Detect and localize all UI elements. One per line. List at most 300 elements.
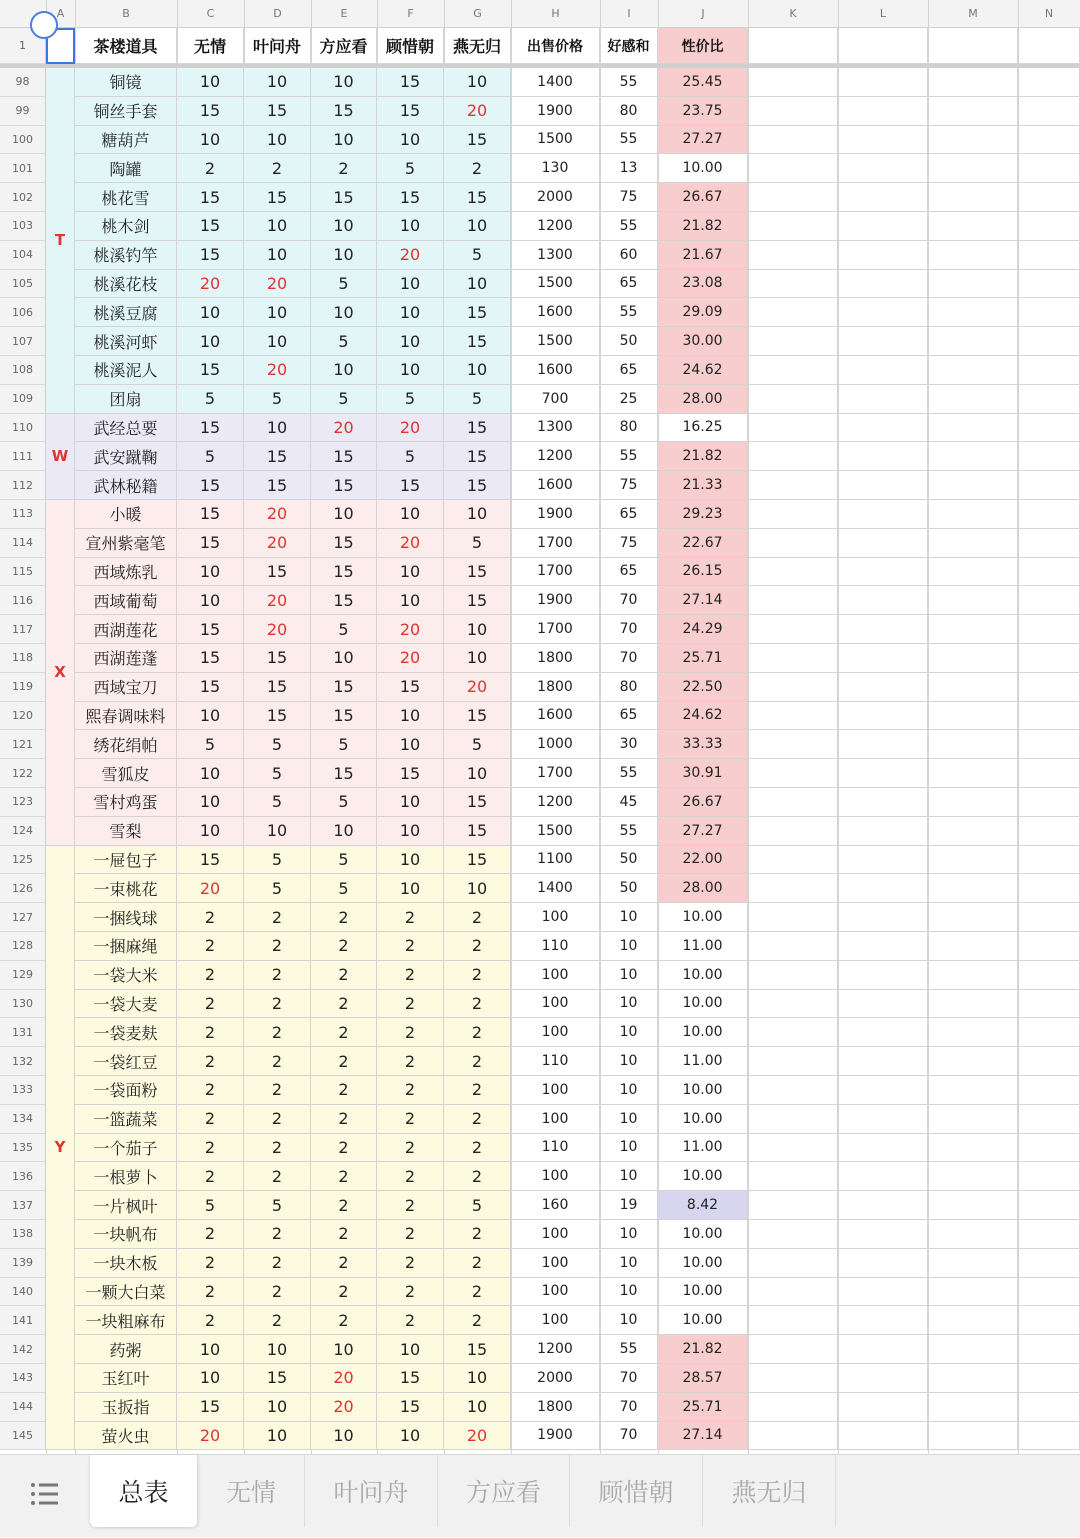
affinity-cell-c[interactable]: 2 bbox=[177, 903, 244, 932]
price-cell[interactable]: 1900 bbox=[511, 586, 600, 615]
ratio-cell[interactable]: 23.08 bbox=[658, 270, 748, 299]
affinity-cell-e[interactable]: 2 bbox=[311, 1306, 377, 1335]
ratio-cell[interactable]: 10.00 bbox=[658, 1278, 748, 1307]
row-header[interactable]: 114 bbox=[0, 529, 46, 558]
column-header-c[interactable]: C bbox=[177, 0, 244, 28]
affinity-cell-c[interactable]: 15 bbox=[177, 414, 244, 443]
affinity-cell-f[interactable]: 5 bbox=[377, 442, 444, 471]
empty-cell[interactable] bbox=[1018, 932, 1080, 961]
affinity-cell-d[interactable]: 15 bbox=[244, 471, 311, 500]
price-cell[interactable]: 1300 bbox=[511, 414, 600, 443]
favor-cell[interactable]: 55 bbox=[600, 298, 658, 327]
affinity-cell-g[interactable]: 2 bbox=[444, 1220, 511, 1249]
affinity-cell-f[interactable]: 10 bbox=[377, 212, 444, 241]
affinity-cell-f[interactable]: 10 bbox=[377, 327, 444, 356]
affinity-cell-d[interactable]: 10 bbox=[244, 1335, 311, 1364]
item-name-cell[interactable]: 一篮蔬菜 bbox=[75, 1105, 177, 1134]
favor-cell[interactable]: 70 bbox=[600, 615, 658, 644]
affinity-cell-g[interactable]: 15 bbox=[444, 558, 511, 587]
price-cell[interactable]: 100 bbox=[511, 990, 600, 1019]
row-header[interactable]: 101 bbox=[0, 154, 46, 183]
sheet-tab-3[interactable]: 叶问舟 bbox=[305, 1455, 438, 1527]
favor-cell[interactable]: 75 bbox=[600, 183, 658, 212]
empty-cell[interactable] bbox=[748, 730, 838, 759]
affinity-cell-c[interactable]: 2 bbox=[177, 1076, 244, 1105]
affinity-cell-f[interactable]: 2 bbox=[377, 903, 444, 932]
empty-cell[interactable] bbox=[928, 817, 1018, 846]
empty-cell[interactable] bbox=[1018, 414, 1080, 443]
item-name-cell[interactable]: 桃溪钓竿 bbox=[75, 241, 177, 270]
ratio-cell[interactable]: 26.67 bbox=[658, 788, 748, 817]
ratio-cell[interactable]: 21.82 bbox=[658, 442, 748, 471]
affinity-cell-g[interactable]: 2 bbox=[444, 1162, 511, 1191]
row-header[interactable]: 123 bbox=[0, 788, 46, 817]
affinity-cell-d[interactable]: 2 bbox=[244, 1047, 311, 1076]
favor-cell[interactable]: 70 bbox=[600, 586, 658, 615]
favor-cell[interactable]: 80 bbox=[600, 414, 658, 443]
affinity-cell-f[interactable]: 2 bbox=[377, 961, 444, 990]
empty-cell[interactable] bbox=[748, 126, 838, 155]
empty-cell[interactable] bbox=[928, 327, 1018, 356]
affinity-cell-d[interactable]: 2 bbox=[244, 1220, 311, 1249]
affinity-cell-e[interactable]: 2 bbox=[311, 990, 377, 1019]
affinity-cell-e[interactable]: 10 bbox=[311, 356, 377, 385]
empty-cell[interactable] bbox=[838, 1364, 928, 1393]
favor-cell[interactable]: 55 bbox=[600, 68, 658, 97]
row-header[interactable]: 131 bbox=[0, 1018, 46, 1047]
sheet-tab-6[interactable]: 燕无归 bbox=[703, 1455, 836, 1527]
affinity-cell-f[interactable]: 5 bbox=[377, 385, 444, 414]
empty-cell[interactable] bbox=[928, 471, 1018, 500]
affinity-cell-e[interactable]: 2 bbox=[311, 1162, 377, 1191]
empty-cell[interactable] bbox=[748, 759, 838, 788]
affinity-cell-f[interactable]: 2 bbox=[377, 932, 444, 961]
empty-cell[interactable] bbox=[1018, 702, 1080, 731]
empty-cell[interactable] bbox=[748, 903, 838, 932]
affinity-cell-g[interactable]: 15 bbox=[444, 817, 511, 846]
empty-cell[interactable] bbox=[1018, 442, 1080, 471]
affinity-cell-g[interactable]: 15 bbox=[444, 327, 511, 356]
affinity-cell-e[interactable]: 10 bbox=[311, 212, 377, 241]
affinity-cell-e[interactable]: 10 bbox=[311, 644, 377, 673]
empty-cell[interactable] bbox=[928, 1422, 1018, 1451]
affinity-cell-f[interactable]: 10 bbox=[377, 586, 444, 615]
favor-cell[interactable]: 30 bbox=[600, 730, 658, 759]
empty-cell[interactable] bbox=[838, 990, 928, 1019]
empty-cell[interactable] bbox=[1018, 644, 1080, 673]
affinity-cell-c[interactable]: 2 bbox=[177, 1220, 244, 1249]
item-name-cell[interactable]: 一袋麦麸 bbox=[75, 1018, 177, 1047]
price-cell[interactable]: 1200 bbox=[511, 788, 600, 817]
empty-cell[interactable] bbox=[928, 874, 1018, 903]
price-cell[interactable]: 110 bbox=[511, 932, 600, 961]
price-cell[interactable]: 100 bbox=[511, 1076, 600, 1105]
item-name-cell[interactable]: 绣花绢帕 bbox=[75, 730, 177, 759]
affinity-cell-f[interactable]: 15 bbox=[377, 759, 444, 788]
ratio-cell[interactable]: 22.00 bbox=[658, 846, 748, 875]
row-header[interactable]: 121 bbox=[0, 730, 46, 759]
empty-cell[interactable] bbox=[748, 990, 838, 1019]
empty-cell[interactable] bbox=[838, 846, 928, 875]
empty-cell[interactable] bbox=[928, 298, 1018, 327]
empty-header-cell[interactable] bbox=[928, 28, 1018, 64]
affinity-cell-e[interactable]: 10 bbox=[311, 1335, 377, 1364]
affinity-cell-g[interactable]: 10 bbox=[444, 68, 511, 97]
favor-cell[interactable]: 65 bbox=[600, 270, 658, 299]
price-cell[interactable]: 1900 bbox=[511, 1422, 600, 1451]
affinity-cell-e[interactable]: 2 bbox=[311, 1220, 377, 1249]
affinity-cell-f[interactable]: 10 bbox=[377, 356, 444, 385]
affinity-cell-c[interactable]: 2 bbox=[177, 1134, 244, 1163]
affinity-cell-d[interactable]: 15 bbox=[244, 1364, 311, 1393]
affinity-cell-g[interactable]: 5 bbox=[444, 730, 511, 759]
price-cell[interactable]: 1600 bbox=[511, 298, 600, 327]
empty-cell[interactable] bbox=[838, 817, 928, 846]
group-label-y[interactable]: Y bbox=[46, 846, 75, 1451]
ratio-cell[interactable]: 29.09 bbox=[658, 298, 748, 327]
affinity-cell-d[interactable]: 5 bbox=[244, 874, 311, 903]
affinity-cell-g[interactable]: 10 bbox=[444, 1364, 511, 1393]
price-cell[interactable]: 1100 bbox=[511, 846, 600, 875]
ratio-cell[interactable]: 21.82 bbox=[658, 1335, 748, 1364]
sheets-menu-button[interactable] bbox=[0, 1455, 90, 1538]
affinity-cell-f[interactable]: 10 bbox=[377, 558, 444, 587]
row-header[interactable]: 137 bbox=[0, 1191, 46, 1220]
sheet-tab-1[interactable]: 总表 bbox=[90, 1455, 198, 1527]
affinity-cell-g[interactable]: 15 bbox=[444, 183, 511, 212]
affinity-cell-d[interactable]: 10 bbox=[244, 212, 311, 241]
empty-cell[interactable] bbox=[1018, 97, 1080, 126]
empty-cell[interactable] bbox=[838, 356, 928, 385]
affinity-cell-c[interactable]: 15 bbox=[177, 97, 244, 126]
price-cell[interactable]: 1700 bbox=[511, 529, 600, 558]
favor-cell[interactable]: 10 bbox=[600, 1105, 658, 1134]
item-name-cell[interactable]: 武经总要 bbox=[75, 414, 177, 443]
favor-cell[interactable]: 19 bbox=[600, 1191, 658, 1220]
affinity-cell-d[interactable]: 2 bbox=[244, 990, 311, 1019]
header-cell-4[interactable]: 方应看 bbox=[311, 28, 377, 64]
affinity-cell-e[interactable]: 2 bbox=[311, 1076, 377, 1105]
row-header[interactable]: 109 bbox=[0, 385, 46, 414]
empty-cell[interactable] bbox=[838, 471, 928, 500]
affinity-cell-e[interactable]: 2 bbox=[311, 1278, 377, 1307]
affinity-cell-c[interactable]: 5 bbox=[177, 730, 244, 759]
row-header[interactable]: 143 bbox=[0, 1364, 46, 1393]
affinity-cell-e[interactable]: 2 bbox=[311, 1105, 377, 1134]
item-name-cell[interactable]: 一块粗麻布 bbox=[75, 1306, 177, 1335]
affinity-cell-e[interactable]: 2 bbox=[311, 1134, 377, 1163]
price-cell[interactable]: 1000 bbox=[511, 730, 600, 759]
column-header-l[interactable]: L bbox=[838, 0, 928, 28]
item-name-cell[interactable]: 药粥 bbox=[75, 1335, 177, 1364]
item-name-cell[interactable]: 小暖 bbox=[75, 500, 177, 529]
column-header-i[interactable]: I bbox=[600, 0, 658, 28]
affinity-cell-d[interactable]: 5 bbox=[244, 1191, 311, 1220]
ratio-cell[interactable]: 30.00 bbox=[658, 327, 748, 356]
ratio-cell[interactable]: 27.14 bbox=[658, 1422, 748, 1451]
row-header[interactable]: 142 bbox=[0, 1335, 46, 1364]
affinity-cell-f[interactable]: 10 bbox=[377, 500, 444, 529]
empty-cell[interactable] bbox=[928, 961, 1018, 990]
item-name-cell[interactable]: 一袋大麦 bbox=[75, 990, 177, 1019]
ratio-cell[interactable]: 21.33 bbox=[658, 471, 748, 500]
empty-cell[interactable] bbox=[838, 586, 928, 615]
item-name-cell[interactable]: 桃溪花枝 bbox=[75, 270, 177, 299]
item-name-cell[interactable]: 糖葫芦 bbox=[75, 126, 177, 155]
price-cell[interactable]: 1900 bbox=[511, 97, 600, 126]
empty-cell[interactable] bbox=[1018, 1364, 1080, 1393]
empty-cell[interactable] bbox=[1018, 241, 1080, 270]
row-header[interactable]: 105 bbox=[0, 270, 46, 299]
row-header[interactable]: 120 bbox=[0, 702, 46, 731]
affinity-cell-e[interactable]: 15 bbox=[311, 442, 377, 471]
item-name-cell[interactable]: 一捆麻绳 bbox=[75, 932, 177, 961]
affinity-cell-c[interactable]: 10 bbox=[177, 68, 244, 97]
affinity-cell-c[interactable]: 10 bbox=[177, 126, 244, 155]
empty-cell[interactable] bbox=[1018, 1335, 1080, 1364]
affinity-cell-f[interactable]: 15 bbox=[377, 68, 444, 97]
affinity-cell-c[interactable]: 10 bbox=[177, 1335, 244, 1364]
favor-cell[interactable]: 55 bbox=[600, 126, 658, 155]
header-cell-8[interactable]: 好感和 bbox=[600, 28, 658, 64]
affinity-cell-f[interactable]: 2 bbox=[377, 1047, 444, 1076]
favor-cell[interactable]: 10 bbox=[600, 903, 658, 932]
affinity-cell-c[interactable]: 2 bbox=[177, 154, 244, 183]
affinity-cell-e[interactable]: 15 bbox=[311, 183, 377, 212]
affinity-cell-g[interactable]: 2 bbox=[444, 1306, 511, 1335]
row-header[interactable]: 110 bbox=[0, 414, 46, 443]
empty-cell[interactable] bbox=[748, 673, 838, 702]
empty-cell[interactable] bbox=[928, 846, 1018, 875]
empty-cell[interactable] bbox=[928, 1047, 1018, 1076]
empty-cell[interactable] bbox=[838, 298, 928, 327]
empty-cell[interactable] bbox=[928, 1278, 1018, 1307]
affinity-cell-d[interactable]: 15 bbox=[244, 97, 311, 126]
empty-cell[interactable] bbox=[748, 1364, 838, 1393]
affinity-cell-g[interactable]: 10 bbox=[444, 270, 511, 299]
favor-cell[interactable]: 10 bbox=[600, 961, 658, 990]
affinity-cell-d[interactable]: 2 bbox=[244, 1306, 311, 1335]
empty-cell[interactable] bbox=[1018, 126, 1080, 155]
favor-cell[interactable]: 10 bbox=[600, 1306, 658, 1335]
item-name-cell[interactable]: 西湖莲花 bbox=[75, 615, 177, 644]
empty-cell[interactable] bbox=[928, 97, 1018, 126]
empty-cell[interactable] bbox=[928, 1220, 1018, 1249]
favor-cell[interactable]: 65 bbox=[600, 702, 658, 731]
favor-cell[interactable]: 10 bbox=[600, 1220, 658, 1249]
ratio-cell[interactable]: 30.91 bbox=[658, 759, 748, 788]
empty-cell[interactable] bbox=[748, 1018, 838, 1047]
empty-cell[interactable] bbox=[928, 1162, 1018, 1191]
price-cell[interactable]: 110 bbox=[511, 1047, 600, 1076]
row-header[interactable]: 118 bbox=[0, 644, 46, 673]
empty-cell[interactable] bbox=[838, 1047, 928, 1076]
empty-cell[interactable] bbox=[928, 673, 1018, 702]
affinity-cell-d[interactable]: 2 bbox=[244, 1162, 311, 1191]
item-name-cell[interactable]: 桃溪泥人 bbox=[75, 356, 177, 385]
affinity-cell-c[interactable]: 15 bbox=[177, 615, 244, 644]
empty-cell[interactable] bbox=[838, 1191, 928, 1220]
empty-cell[interactable] bbox=[1018, 874, 1080, 903]
empty-cell[interactable] bbox=[838, 759, 928, 788]
empty-cell[interactable] bbox=[838, 1134, 928, 1163]
empty-cell[interactable] bbox=[1018, 586, 1080, 615]
price-cell[interactable]: 1400 bbox=[511, 68, 600, 97]
price-cell[interactable]: 100 bbox=[511, 1278, 600, 1307]
empty-cell[interactable] bbox=[928, 702, 1018, 731]
header-cell-7[interactable]: 出售价格 bbox=[511, 28, 600, 64]
affinity-cell-f[interactable]: 10 bbox=[377, 730, 444, 759]
item-name-cell[interactable]: 团扇 bbox=[75, 385, 177, 414]
affinity-cell-e[interactable]: 20 bbox=[311, 1364, 377, 1393]
affinity-cell-d[interactable]: 2 bbox=[244, 1249, 311, 1278]
affinity-cell-c[interactable]: 5 bbox=[177, 385, 244, 414]
favor-cell[interactable]: 75 bbox=[600, 529, 658, 558]
row-header[interactable]: 116 bbox=[0, 586, 46, 615]
empty-cell[interactable] bbox=[838, 615, 928, 644]
empty-cell[interactable] bbox=[928, 644, 1018, 673]
affinity-cell-d[interactable]: 20 bbox=[244, 500, 311, 529]
empty-cell[interactable] bbox=[928, 558, 1018, 587]
empty-cell[interactable] bbox=[1018, 961, 1080, 990]
empty-cell[interactable] bbox=[838, 212, 928, 241]
affinity-cell-f[interactable]: 2 bbox=[377, 1134, 444, 1163]
header-cell-3[interactable]: 叶问舟 bbox=[244, 28, 311, 64]
affinity-cell-d[interactable]: 2 bbox=[244, 1105, 311, 1134]
affinity-cell-d[interactable]: 5 bbox=[244, 759, 311, 788]
empty-header-cell[interactable] bbox=[1018, 28, 1080, 64]
row-header[interactable]: 136 bbox=[0, 1162, 46, 1191]
empty-cell[interactable] bbox=[1018, 68, 1080, 97]
empty-cell[interactable] bbox=[1018, 1076, 1080, 1105]
affinity-cell-g[interactable]: 10 bbox=[444, 1393, 511, 1422]
empty-cell[interactable] bbox=[928, 500, 1018, 529]
affinity-cell-g[interactable]: 2 bbox=[444, 961, 511, 990]
ratio-cell[interactable]: 11.00 bbox=[658, 1047, 748, 1076]
affinity-cell-c[interactable]: 20 bbox=[177, 270, 244, 299]
empty-cell[interactable] bbox=[748, 932, 838, 961]
affinity-cell-c[interactable]: 2 bbox=[177, 1105, 244, 1134]
favor-cell[interactable]: 55 bbox=[600, 442, 658, 471]
ratio-cell[interactable]: 10.00 bbox=[658, 1162, 748, 1191]
empty-cell[interactable] bbox=[838, 702, 928, 731]
affinity-cell-c[interactable]: 15 bbox=[177, 241, 244, 270]
affinity-cell-g[interactable]: 15 bbox=[444, 471, 511, 500]
affinity-cell-f[interactable]: 2 bbox=[377, 1162, 444, 1191]
ratio-cell[interactable]: 24.62 bbox=[658, 702, 748, 731]
empty-cell[interactable] bbox=[838, 1076, 928, 1105]
empty-cell[interactable] bbox=[748, 874, 838, 903]
affinity-cell-d[interactable]: 10 bbox=[244, 1422, 311, 1451]
affinity-cell-c[interactable]: 15 bbox=[177, 1393, 244, 1422]
row-header[interactable]: 133 bbox=[0, 1076, 46, 1105]
favor-cell[interactable]: 50 bbox=[600, 874, 658, 903]
ratio-cell[interactable]: 24.62 bbox=[658, 356, 748, 385]
favor-cell[interactable]: 10 bbox=[600, 1018, 658, 1047]
empty-cell[interactable] bbox=[1018, 788, 1080, 817]
empty-cell[interactable] bbox=[748, 471, 838, 500]
empty-cell[interactable] bbox=[748, 615, 838, 644]
empty-cell[interactable] bbox=[748, 1278, 838, 1307]
row-header[interactable]: 113 bbox=[0, 500, 46, 529]
affinity-cell-d[interactable]: 2 bbox=[244, 903, 311, 932]
header-cell-5[interactable]: 顾惜朝 bbox=[377, 28, 444, 64]
affinity-cell-e[interactable]: 10 bbox=[311, 68, 377, 97]
empty-cell[interactable] bbox=[928, 529, 1018, 558]
empty-cell[interactable] bbox=[928, 1105, 1018, 1134]
affinity-cell-c[interactable]: 2 bbox=[177, 1278, 244, 1307]
empty-cell[interactable] bbox=[928, 241, 1018, 270]
favor-cell[interactable]: 70 bbox=[600, 1364, 658, 1393]
affinity-cell-c[interactable]: 15 bbox=[177, 500, 244, 529]
item-name-cell[interactable]: 西域葡萄 bbox=[75, 586, 177, 615]
item-name-cell[interactable]: 雪狐皮 bbox=[75, 759, 177, 788]
ratio-cell[interactable]: 26.67 bbox=[658, 183, 748, 212]
affinity-cell-e[interactable]: 2 bbox=[311, 154, 377, 183]
item-name-cell[interactable]: 一袋大米 bbox=[75, 961, 177, 990]
empty-cell[interactable] bbox=[838, 1422, 928, 1451]
affinity-cell-e[interactable]: 2 bbox=[311, 1191, 377, 1220]
affinity-cell-g[interactable]: 5 bbox=[444, 1191, 511, 1220]
affinity-cell-f[interactable]: 2 bbox=[377, 1249, 444, 1278]
empty-cell[interactable] bbox=[928, 932, 1018, 961]
affinity-cell-e[interactable]: 15 bbox=[311, 586, 377, 615]
row-header[interactable]: 139 bbox=[0, 1249, 46, 1278]
affinity-cell-e[interactable]: 5 bbox=[311, 327, 377, 356]
ratio-cell[interactable]: 25.45 bbox=[658, 68, 748, 97]
empty-cell[interactable] bbox=[928, 126, 1018, 155]
empty-cell[interactable] bbox=[928, 1134, 1018, 1163]
affinity-cell-d[interactable]: 10 bbox=[244, 817, 311, 846]
empty-cell[interactable] bbox=[1018, 846, 1080, 875]
freeze-divider[interactable] bbox=[0, 64, 1080, 68]
empty-cell[interactable] bbox=[928, 1191, 1018, 1220]
ratio-cell[interactable]: 21.67 bbox=[658, 241, 748, 270]
affinity-cell-e[interactable]: 10 bbox=[311, 241, 377, 270]
empty-cell[interactable] bbox=[1018, 1220, 1080, 1249]
affinity-cell-c[interactable]: 10 bbox=[177, 327, 244, 356]
ratio-cell[interactable]: 27.27 bbox=[658, 126, 748, 155]
item-name-cell[interactable]: 铜镜 bbox=[75, 68, 177, 97]
empty-cell[interactable] bbox=[928, 442, 1018, 471]
group-label-w[interactable]: W bbox=[46, 414, 75, 500]
affinity-cell-d[interactable]: 15 bbox=[244, 644, 311, 673]
ratio-cell[interactable]: 21.82 bbox=[658, 212, 748, 241]
empty-cell[interactable] bbox=[748, 1162, 838, 1191]
affinity-cell-e[interactable]: 5 bbox=[311, 615, 377, 644]
ratio-cell[interactable]: 27.14 bbox=[658, 586, 748, 615]
price-cell[interactable]: 160 bbox=[511, 1191, 600, 1220]
empty-cell[interactable] bbox=[748, 1191, 838, 1220]
item-name-cell[interactable]: 一片枫叶 bbox=[75, 1191, 177, 1220]
affinity-cell-e[interactable]: 5 bbox=[311, 270, 377, 299]
price-cell[interactable]: 2000 bbox=[511, 183, 600, 212]
empty-cell[interactable] bbox=[838, 961, 928, 990]
item-name-cell[interactable]: 桃溪河虾 bbox=[75, 327, 177, 356]
price-cell[interactable]: 1800 bbox=[511, 1393, 600, 1422]
empty-cell[interactable] bbox=[838, 1335, 928, 1364]
row-header[interactable]: 145 bbox=[0, 1422, 46, 1451]
favor-cell[interactable]: 70 bbox=[600, 644, 658, 673]
affinity-cell-f[interactable]: 2 bbox=[377, 990, 444, 1019]
item-name-cell[interactable]: 桃花雪 bbox=[75, 183, 177, 212]
affinity-cell-d[interactable]: 10 bbox=[244, 298, 311, 327]
affinity-cell-e[interactable]: 10 bbox=[311, 1422, 377, 1451]
empty-cell[interactable] bbox=[1018, 154, 1080, 183]
empty-cell[interactable] bbox=[748, 558, 838, 587]
price-cell[interactable]: 100 bbox=[511, 1220, 600, 1249]
empty-cell[interactable] bbox=[748, 241, 838, 270]
